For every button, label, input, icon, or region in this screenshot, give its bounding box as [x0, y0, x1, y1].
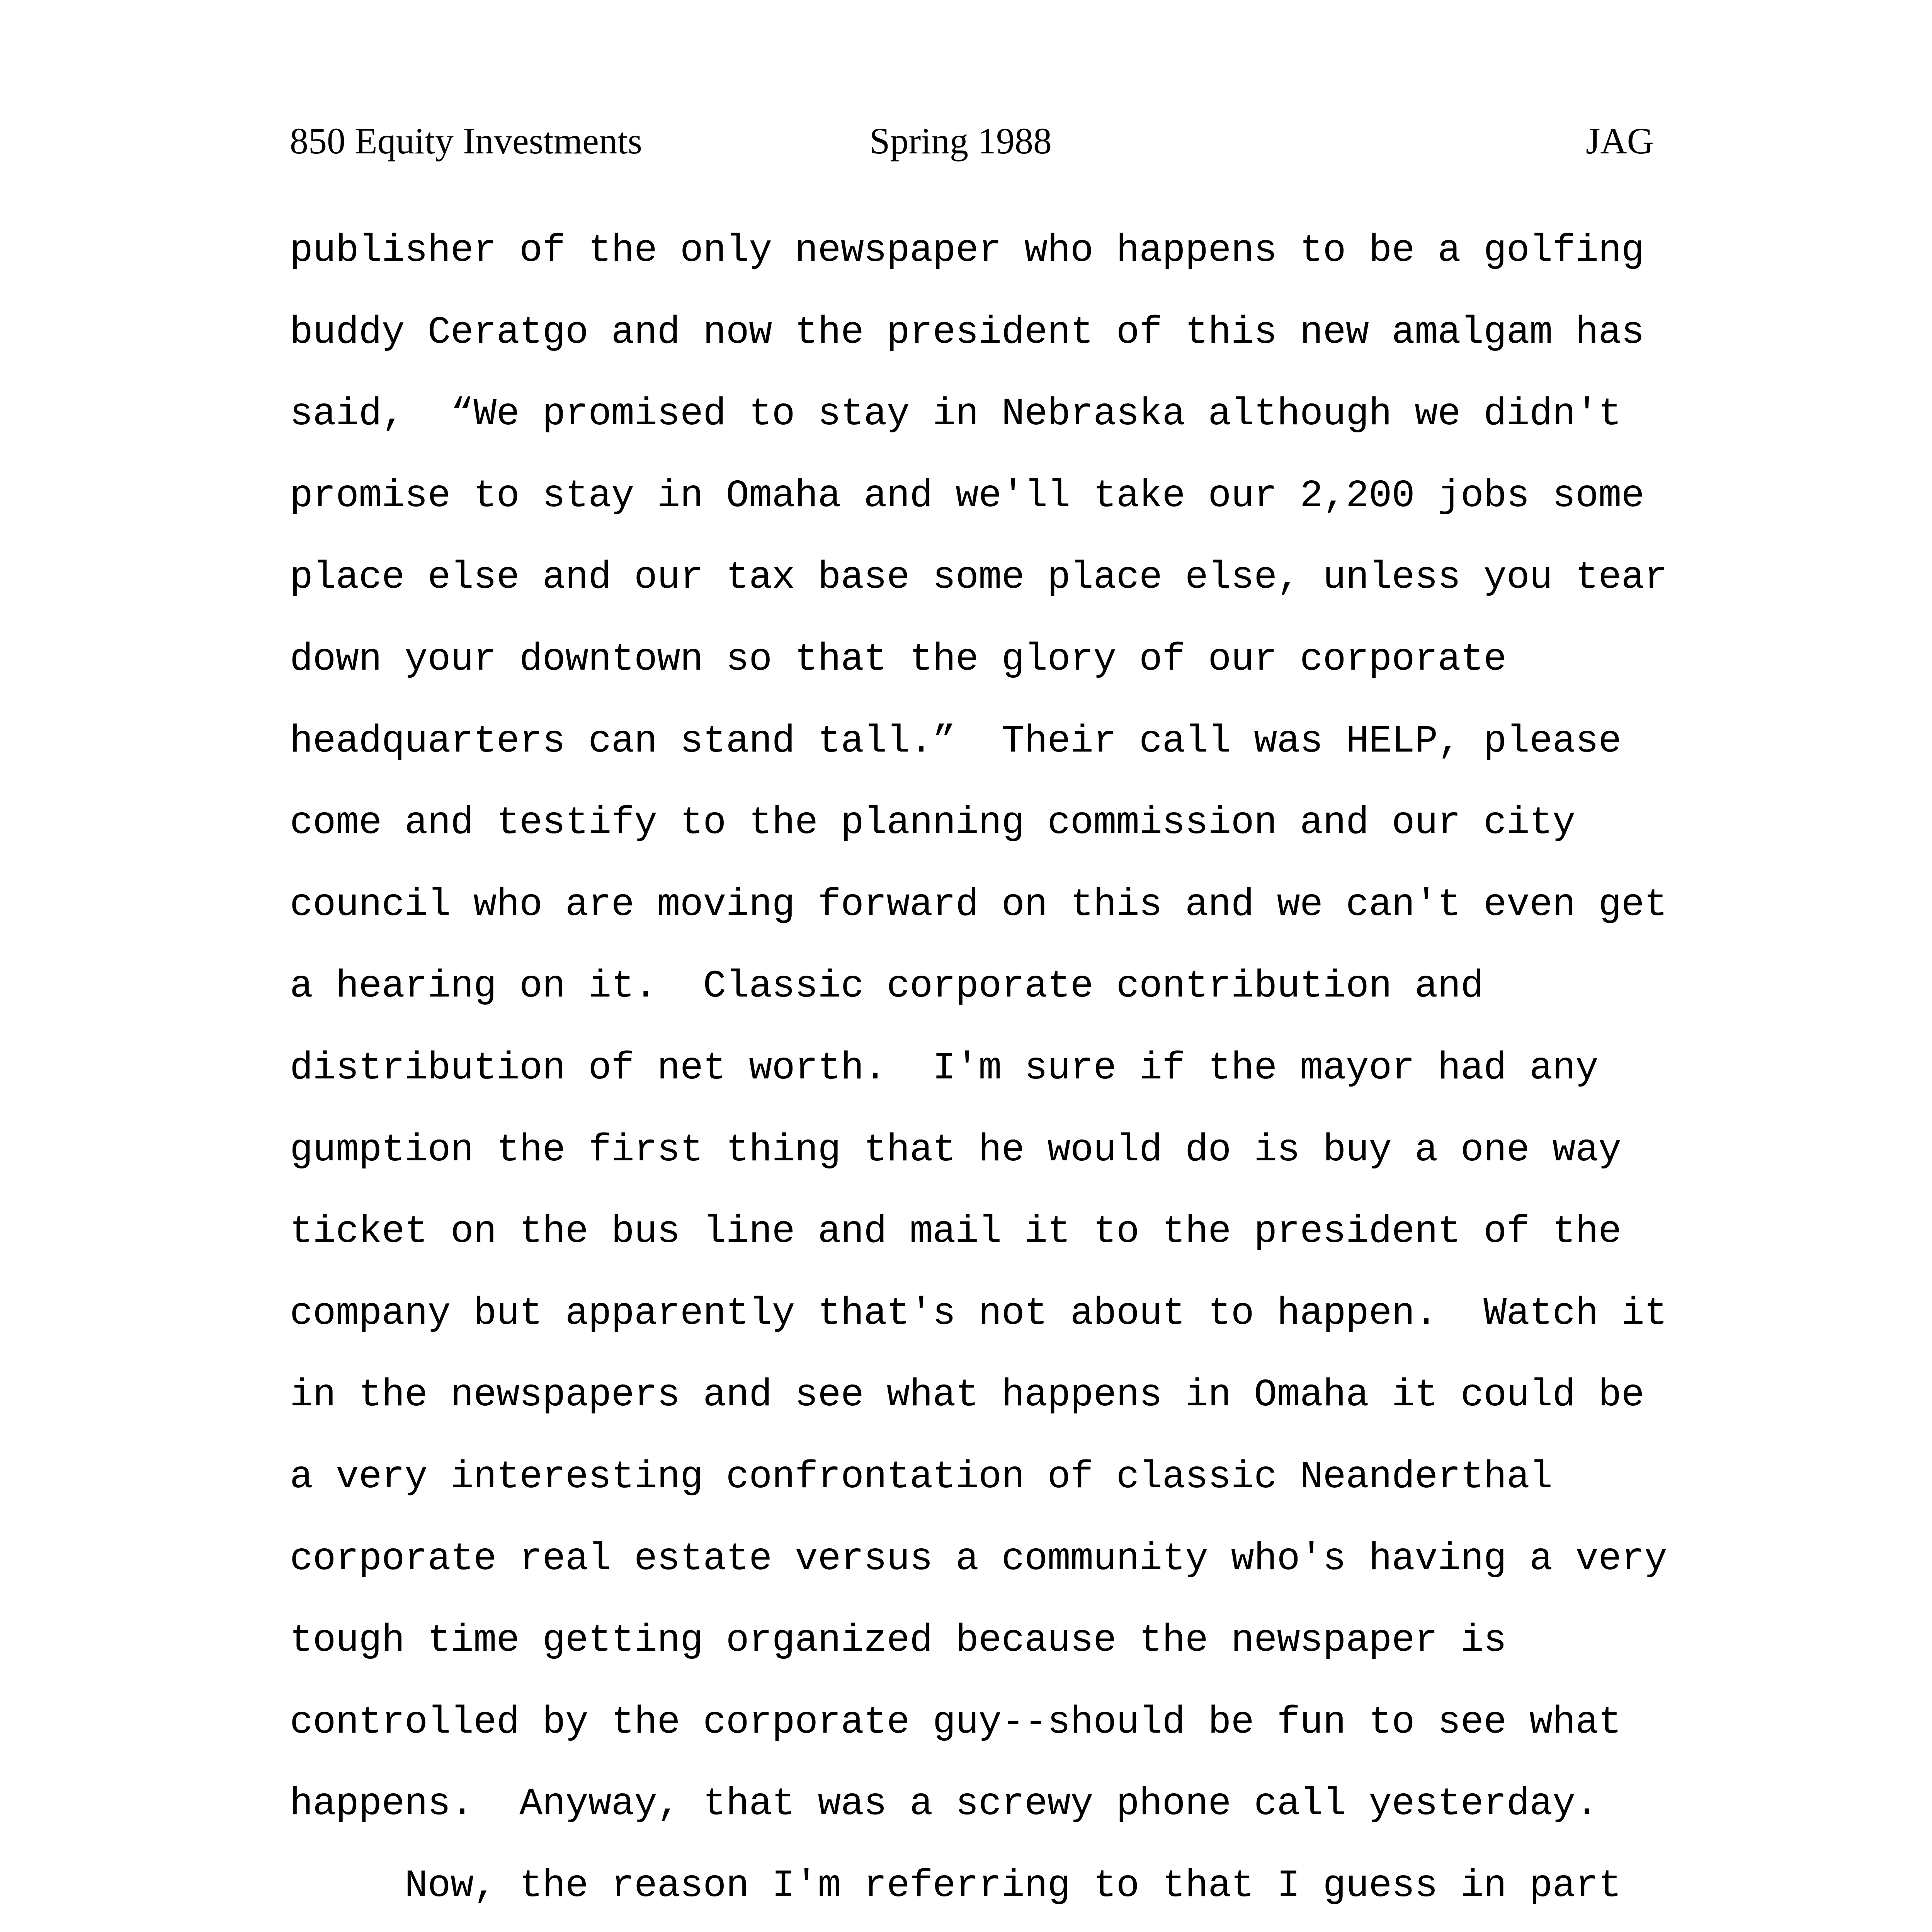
text-line: Now, the reason I'm referring to that I guess in part — [290, 1864, 1621, 1908]
page-header — [290, 116, 1654, 166]
text-line: council who are moving forward on this and we can't even get — [290, 883, 1667, 927]
text-line: promise to stay in Omaha and we'll take our 2,200 jobs some — [290, 474, 1645, 518]
text-line: place else and our tax base some place else, unless you tear — [290, 556, 1667, 600]
text-line: a hearing on it. Classic corporate contribution and — [290, 965, 1484, 1009]
text-line: buddy Ceratgo and now the president of this new amalgam has — [290, 311, 1645, 355]
text-line: company but apparently that's not about to happen. Watch it — [290, 1292, 1667, 1336]
transcript-body — [290, 226, 1719, 1932]
header-term: Spring 1988 — [869, 120, 1052, 162]
text-line: down your downtown so that the glory of our corporate — [290, 638, 1507, 682]
header-course-title: 850 Equity Investments — [290, 120, 642, 162]
text-line: corporate real estate versus a community who's having a very — [290, 1537, 1667, 1581]
text-line: tough time getting organized because the newspaper is — [290, 1619, 1507, 1663]
text-line: said, “We promised to stay in Nebraska although we didn't — [290, 393, 1621, 437]
text-line: controlled by the corporate guy--should be fun to see what — [290, 1701, 1621, 1745]
text-line: come and testify to the planning commission and our city — [290, 801, 1575, 845]
text-line: publisher of the only newspaper who happens to be a golfing — [290, 229, 1645, 273]
text-line: a very interesting confrontation of classic Neanderthal — [290, 1455, 1553, 1499]
text-line: headquarters can stand tall.” Their call was HELP, please — [290, 719, 1621, 764]
text-line: distribution of net worth. I'm sure if the mayor had any — [290, 1046, 1599, 1090]
text-line: in the newspapers and see what happens in Omaha it could be — [290, 1374, 1645, 1418]
text-line: gumption the first thing that he would do is buy a one way — [290, 1128, 1621, 1172]
text-line: ticket on the bus line and mail it to the president of the — [290, 1210, 1621, 1254]
text-line: happens. Anyway, that was a screwy phone call yesterday. — [290, 1782, 1599, 1827]
header-initials: JAG — [1585, 120, 1654, 162]
